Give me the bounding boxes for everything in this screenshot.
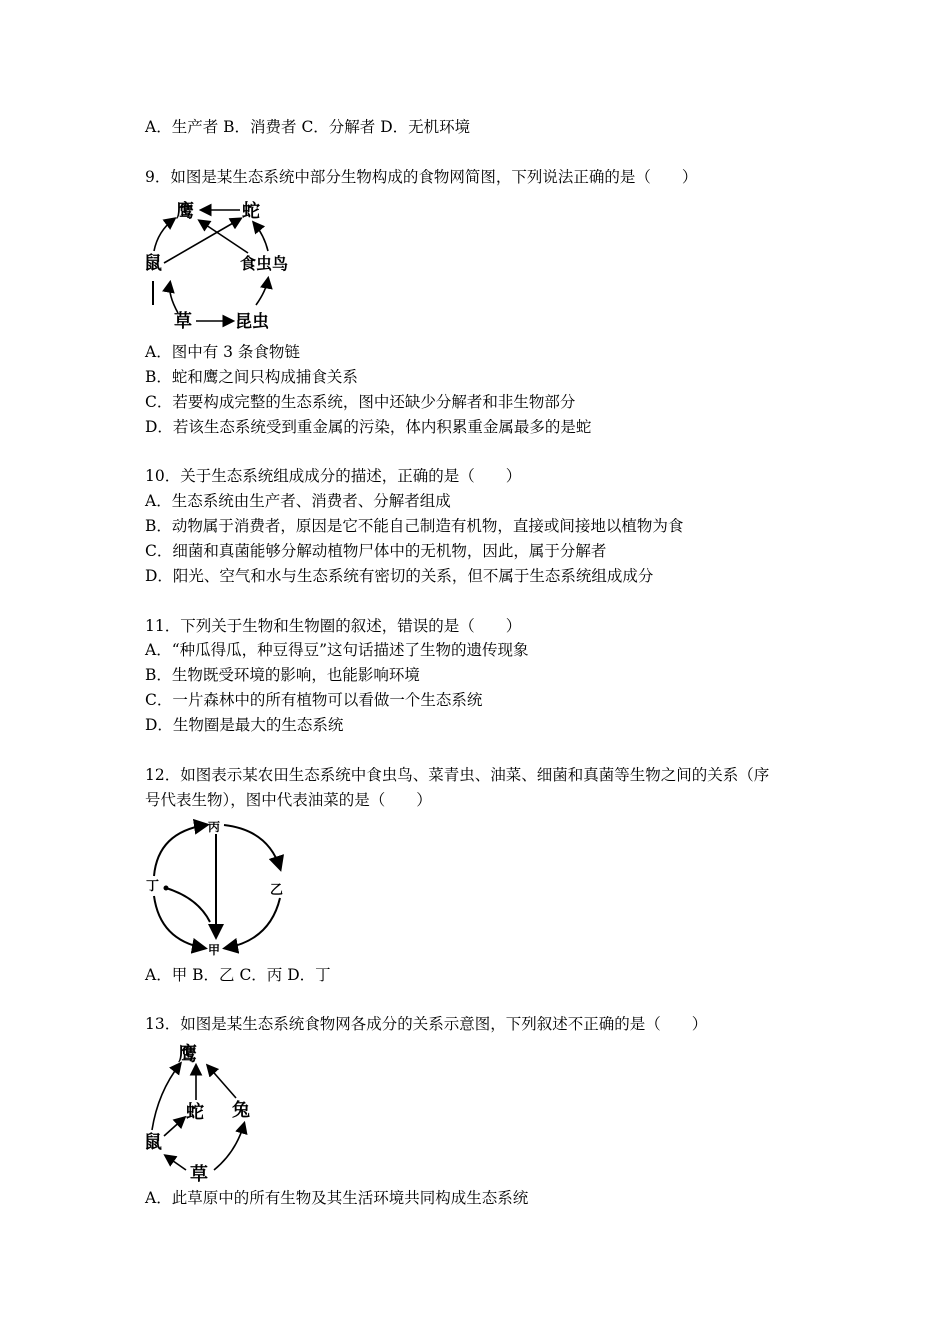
q13-label-mouse: 鼠: [144, 1132, 162, 1153]
q9-label-snake: 蛇: [242, 201, 260, 222]
q12-label-bing: 丙: [208, 820, 221, 834]
q10-option-c: C．细菌和真菌能够分解动植物尸体中的无机物，因此，属于分解者: [145, 542, 607, 560]
q9-option-a: A．图中有 3 条食物链: [145, 343, 300, 361]
q8-options: A．生产者 B．消费者 C．分解者 D．无机环境: [145, 118, 471, 136]
q13-label-eagle: 鹰: [178, 1043, 198, 1065]
q11-stem: 11．下列关于生物和生物圈的叙述，错误的是（ ）: [145, 617, 522, 635]
q11-option-c: C．一片森林中的所有植物可以看做一个生态系统: [145, 691, 483, 709]
q10-option-a: A．生态系统由生产者、消费者、分解者组成: [145, 492, 451, 510]
q11-option-b: B．生物既受环境的影响，也能影响环境: [145, 666, 420, 684]
q10-stem: 10．关于生态系统组成成分的描述，正确的是（ ）: [145, 467, 522, 485]
q9-option-d: D．若该生态系统受到重金属的污染，体内积累重金属最多的是蛇: [145, 418, 592, 436]
q9-label-eagle: 鹰: [176, 201, 194, 222]
q10-option-b: B．动物属于消费者，原因是它不能自己制造有机物，直接或间接地以植物为食: [145, 517, 684, 535]
q11-option-a: A．“种瓜得瓜，种豆得豆”这句话描述了生物的遗传现象: [145, 641, 529, 659]
q9-label-bird: 食虫鸟: [240, 254, 289, 273]
q11-option-d: D．生物圈是最大的生态系统: [145, 716, 344, 734]
q13-label-grass: 草: [190, 1164, 208, 1185]
q13-label-rabbit: 兔: [232, 1100, 250, 1121]
q9-food-web-diagram: [140, 195, 300, 335]
q9-label-grass: 草: [174, 311, 192, 332]
q12-label-ding: 丁: [146, 879, 160, 894]
q12-cycle-diagram: [140, 818, 300, 958]
q12-label-yi: 乙: [270, 883, 284, 898]
q9-label-insect: 昆虫: [235, 312, 269, 332]
q12-stem-line2: 号代表生物），图中代表油菜的是（ ）: [145, 791, 432, 809]
q9-label-mouse: 鼠: [144, 253, 162, 274]
q9-stem: 9．如图是某生态系统中部分生物构成的食物网简图，下列说法正确的是（ ）: [145, 168, 698, 186]
q10-option-d: D．阳光、空气和水与生态系统有密切的关系，但不属于生态系统组成成分: [145, 567, 654, 585]
q9-option-b: B．蛇和鹰之间只构成捕食关系: [145, 368, 358, 386]
q13-food-web-diagram: [140, 1040, 280, 1185]
q13-stem: 13．如图是某生态系统食物网各成分的关系示意图，下列叙述不正确的是（ ）: [145, 1015, 708, 1033]
q13-option-a: A．此草原中的所有生物及其生活环境共同构成生态系统: [145, 1189, 529, 1207]
q12-label-jia: 甲: [208, 943, 221, 957]
q12-options: A．甲 B．乙 C．丙 D．丁: [145, 966, 331, 984]
q13-label-snake: 蛇: [186, 1102, 204, 1123]
q12-stem-line1: 12．如图表示某农田生态系统中食虫鸟、菜青虫、油菜、细菌和真菌等生物之间的关系（序: [145, 766, 770, 784]
q9-option-c: C．若要构成完整的生态系统，图中还缺少分解者和非生物部分: [145, 393, 576, 411]
